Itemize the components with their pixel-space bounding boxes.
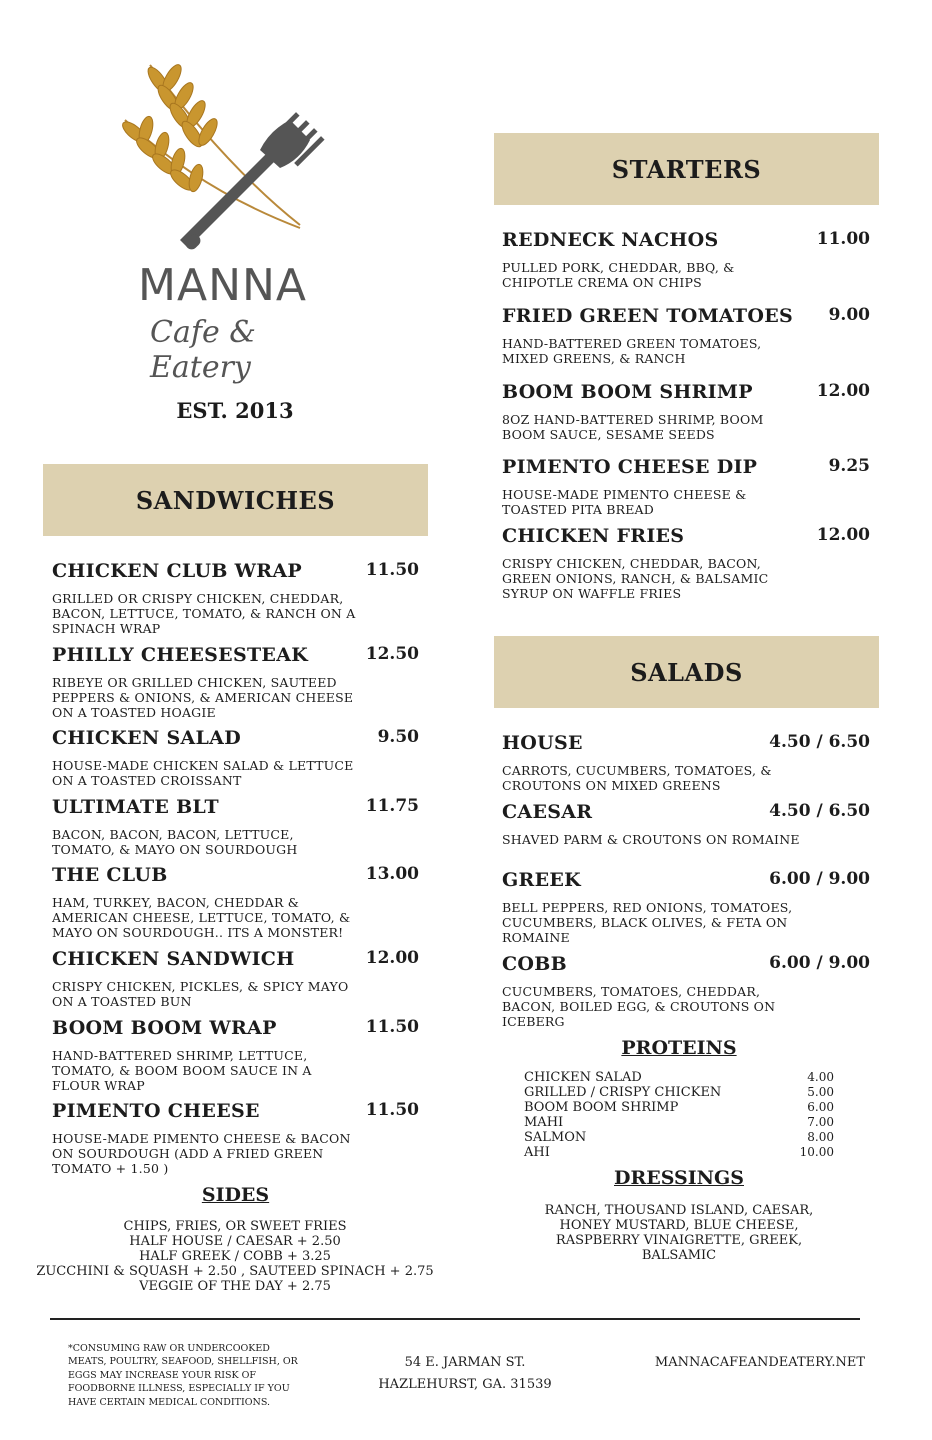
menu-item-name: PIMENTO CHEESE [52,1100,260,1122]
sides-title: SIDES [201,1184,270,1206]
sides-list [20,1219,450,1294]
menu-item-description: GRILLED OR CRISPY CHICKEN, CHEDDAR, BACON, LETTUCE, TOMATO, & RANCH ON A SPINACH WRAP [52,591,356,636]
menu-item-description: RIBEYE OR GRILLED CHICKEN, SAUTEED PEPPERS & ONIONS, & AMERICAN CHEESE ON A TOASTED HOAGIE [52,675,354,720]
menu-item-price: 12.00 [365,948,419,968]
menu-item-description: SHAVED PARM & CROUTONS ON ROMAINE [502,832,800,847]
established: EST. 2013 [176,398,294,423]
menu-item-name: HOUSE [502,732,583,754]
menu-item-name: PHILLY CHEESESTEAK [52,644,309,666]
menu-item-price: 11.50 [365,560,419,580]
menu-item-name: REDNECK NACHOS [502,229,719,251]
menu-item-name: PIMENTO CHEESE DIP [502,456,758,478]
footer-divider [50,1318,860,1320]
protein-row [524,1085,834,1100]
dressings-line: HONEY MUSTARD, BLUE CHEESE, [559,1218,799,1233]
menu-item-price: 9.00 [828,305,870,325]
protein-row [524,1145,834,1160]
menu-item-price: 12.00 [816,381,870,401]
menu-item-price: 6.00 / 9.00 [769,953,870,973]
proteins-title: PROTEINS [621,1037,737,1059]
menu-item-name: CHICKEN SALAD [52,727,242,749]
website-link[interactable]: MANNACAFEANDEATERY.NET [654,1355,866,1370]
protein-price: 4.00 [807,1070,834,1084]
menu-item-name: CHICKEN SANDWICH [52,948,295,970]
sides-line: ZUCCHINI & SQUASH + 2.50 , SAUTEED SPINACH + 2.75 [36,1264,434,1279]
menu-item-description: HOUSE-MADE PIMENTO CHEESE & BACON ON SOURDOUGH (ADD A FRIED GREEN TOMATO + 1.50 ) [52,1131,351,1176]
menu-item-name: FRIED GREEN TOMATOES [502,305,794,327]
protein-name: CHICKEN SALAD [524,1070,642,1085]
protein-row [524,1070,834,1085]
logo-name: MANNA [138,260,307,311]
menu-item-price: 11.50 [365,1017,419,1037]
salads-title: SALADS [630,657,743,687]
menu-item-name: CHICKEN CLUB WRAP [52,560,303,582]
starters-title: STARTERS [611,154,762,184]
sides-line: VEGGIE OF THE DAY + 2.75 [139,1279,331,1294]
address-line1: 54 E. JARMAN ST. [404,1355,526,1370]
protein-name: MAHI [524,1115,564,1130]
menu-item-description: 8OZ HAND-BATTERED SHRIMP, BOOM BOOM SAUCE, SESAME SEEDS [502,412,764,442]
dressings-list [494,1203,864,1263]
menu-item-name: GREEK [502,869,581,891]
wheat-fork-icon [110,50,350,260]
menu-item-description: PULLED PORK, CHEDDAR, BBQ, & CHIPOTLE CREMA ON CHIPS [502,260,735,290]
menu-item-description: BACON, BACON, BACON, LETTUCE, TOMATO, & MAYO ON SOURDOUGH [52,827,298,857]
protein-row [524,1115,834,1130]
protein-name: GRILLED / CRISPY CHICKEN [524,1085,722,1100]
logo-tagline: Cafe & Eatery [150,315,256,385]
disclaimer-line: MEATS, POULTRY, SEAFOOD, SHELLFISH, OR [68,1356,298,1368]
menu-item-description: HOUSE-MADE CHICKEN SALAD & LETTUCE ON A TOASTED CROISSANT [52,758,354,788]
menu-item-description: HAND-BATTERED GREEN TOMATOES, MIXED GREENS, & RANCH [502,336,762,366]
protein-name: SALMON [524,1130,587,1145]
menu-item-price: 9.25 [828,456,870,476]
dressings-line: RASPBERRY VINAIGRETTE, GREEK, [555,1233,803,1248]
protein-price: 5.00 [807,1085,834,1099]
menu-item-price: 6.00 / 9.00 [769,869,870,889]
menu-item-price: 13.00 [365,864,419,884]
menu-item-name: BOOM BOOM SHRIMP [502,381,753,403]
menu-item-price: 11.50 [365,1100,419,1120]
menu-item-name: COBB [502,953,567,975]
menu-item-name: THE CLUB [52,864,168,886]
disclaimer-line: HAVE CERTAIN MEDICAL CONDITIONS. [68,1396,271,1408]
disclaimer-line: FOODBORNE ILLNESS, ESPECIALLY IF YOU [68,1383,290,1395]
logo [110,50,350,385]
disclaimer-line: EGGS MAY INCREASE YOUR RISK OF [68,1369,257,1381]
menu-item-description: CRISPY CHICKEN, PICKLES, & SPICY MAYO ON A TOASTED BUN [52,979,349,1009]
protein-row [524,1100,834,1115]
menu-item-description: HAND-BATTERED SHRIMP, LETTUCE, TOMATO, & BOOM BOOM SAUCE IN A FLOUR WRAP [52,1048,312,1093]
protein-row [524,1130,834,1145]
menu-item-name: CAESAR [502,801,593,823]
menu-item-price: 11.75 [365,796,419,816]
sides-line: HALF GREEK / COBB + 3.25 [139,1249,331,1264]
menu-item-price: 12.00 [816,525,870,545]
menu-item-price: 4.50 / 6.50 [769,801,870,821]
salads-header [494,636,879,708]
menu-item-name: ULTIMATE BLT [52,796,219,818]
sandwiches-title: SANDWICHES [135,485,336,515]
protein-price: 10.00 [799,1145,834,1159]
dressings-title: DRESSINGS [614,1167,744,1189]
menu-item-description: HAM, TURKEY, BACON, CHEDDAR & AMERICAN CHEESE, LETTUCE, TOMATO, & MAYO ON SOURDOUGH.. ITS A MONSTER! [52,895,351,940]
address [370,1352,560,1396]
address-line2: HAZLEHURST, GA. 31539 [378,1377,552,1392]
menu-item-price: 11.00 [816,229,870,249]
menu-item-name: CHICKEN FRIES [502,525,685,547]
menu-item-price: 9.50 [377,727,419,747]
disclaimer-line: *CONSUMING RAW OR UNDERCOOKED [68,1343,270,1354]
menu-item-description: CUCUMBERS, TOMATOES, CHEDDAR, BACON, BOILED EGG, & CROUTONS ON ICEBERG [502,984,776,1029]
dressings-line: BALSAMIC [641,1248,717,1263]
sandwiches-header [43,464,428,536]
menu-item-description: CARROTS, CUCUMBERS, TOMATOES, & CROUTONS ON MIXED GREENS [502,763,772,793]
sides-line: CHIPS, FRIES, OR SWEET FRIES [123,1219,347,1234]
protein-name: BOOM BOOM SHRIMP [524,1100,679,1115]
protein-price: 7.00 [807,1115,834,1129]
menu-item-description: HOUSE-MADE PIMENTO CHEESE & TOASTED PITA BREAD [502,487,747,517]
dressings-line: RANCH, THOUSAND ISLAND, CAESAR, [544,1203,814,1218]
sides-line: HALF HOUSE / CAESAR + 2.50 [129,1234,341,1249]
menu-item-name: BOOM BOOM WRAP [52,1017,277,1039]
disclaimer [68,1342,308,1409]
menu-item-price: 4.50 / 6.50 [769,732,870,752]
protein-price: 6.00 [807,1100,834,1114]
starters-header [494,133,879,205]
protein-price: 8.00 [807,1130,834,1144]
protein-name: AHI [524,1145,550,1160]
menu-item-description: BELL PEPPERS, RED ONIONS, TOMATOES, CUCUMBERS, BLACK OLIVES, & FETA ON ROMAINE [502,900,793,945]
menu-item-price: 12.50 [365,644,419,664]
menu-item-description: CRISPY CHICKEN, CHEDDAR, BACON, GREEN ONIONS, RANCH, & BALSAMIC SYRUP ON WAFFLE FRIES [502,556,769,601]
